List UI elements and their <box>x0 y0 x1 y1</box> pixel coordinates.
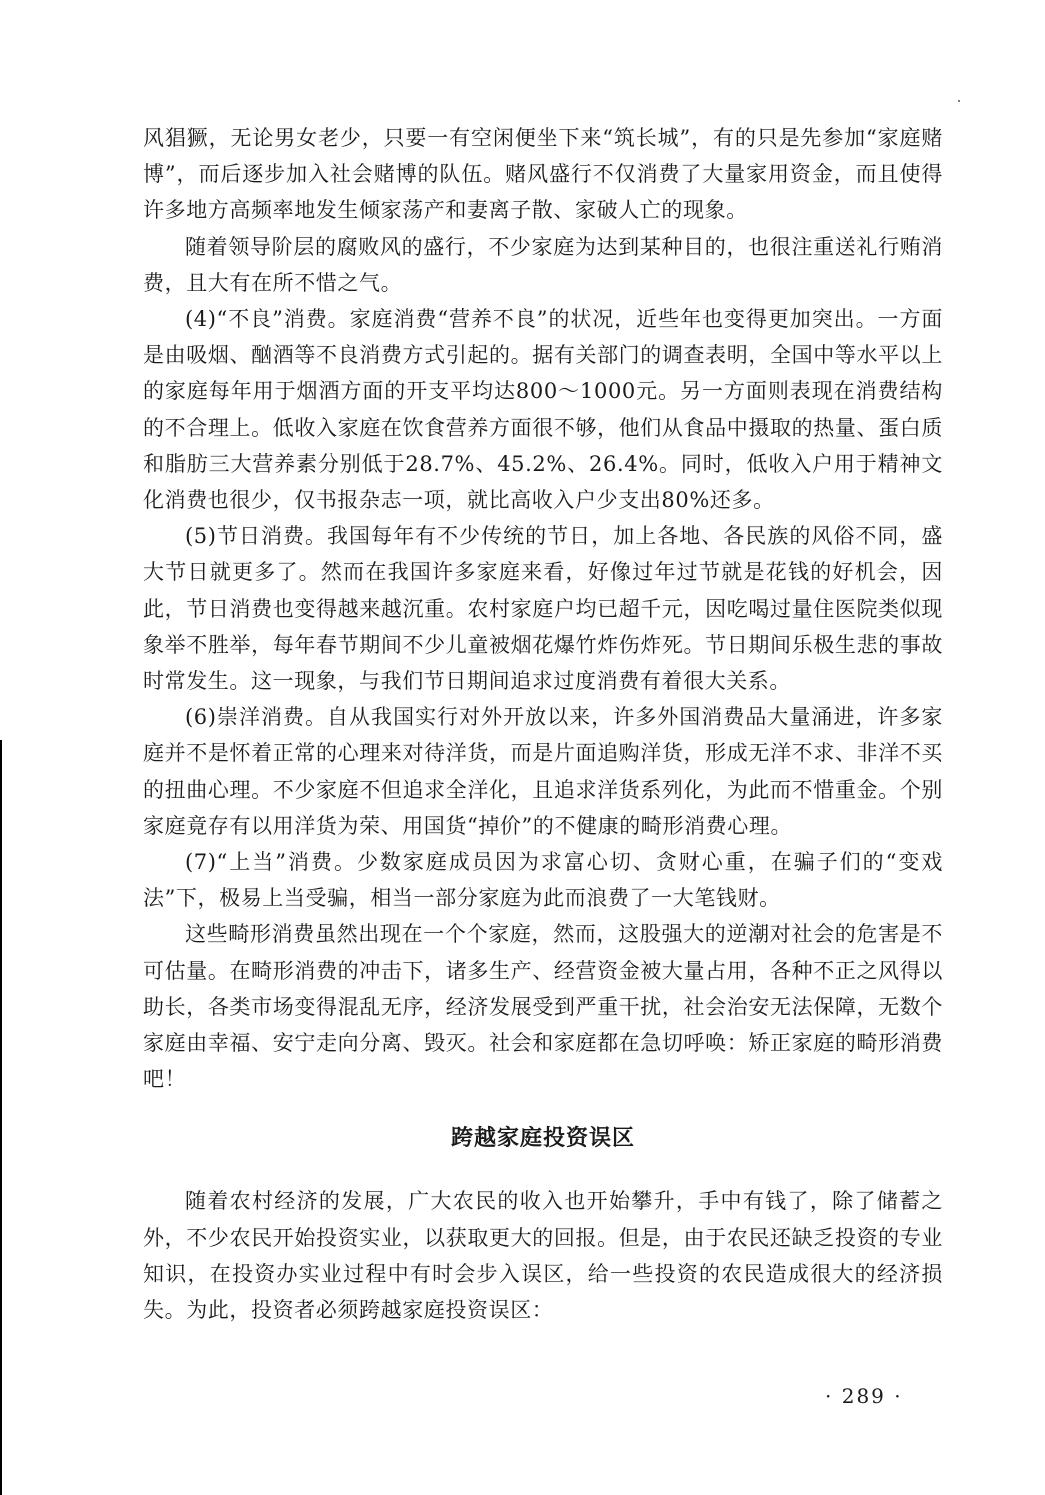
paragraph-investment-intro: 随着农村经济的发展，广大农民的收入也开始攀升，手中有钱了，除了储蓄之外，不少农民开始投资实业，以获取更大的回报。但是，由于农民还缺乏投资的专业知识，在投资办实业过程中有时会步入误区，给一些投资的农民造成很大的经济损失。为此，投资者必须跨越家庭投资误区： <box>143 1189 943 1323</box>
page-body <box>143 120 943 1328</box>
paragraph-item-6-foreign-goods: (6)崇洋消费。自从我国实行对外开放以来，许多外国消费品大量涌进，许多家庭并不是怀着正常的心理来对待洋货，而是片面追购洋货，形成无洋不求、非洋不买的扭曲心理。不少家庭不但追求全洋化，且追求洋货系列化，为此而不惜重金。个别家庭竟存有以用洋货为荣、用国货“掉价”的不健康的畸形消费心理。 <box>143 705 943 838</box>
paragraph-conclusion: 这些畸形消费虽然出现在一个个家庭，然而，这股强大的逆潮对社会的危害是不可估量。在畸形消费的冲击下，诸多生产、经营资金被大量占用，各种不正之风得以助长，各类市场变得混乱无序，经济发展受到严重干扰，社会治安无法保障，无数个家庭由幸福、安宁走向分离、毁灭。社会和家庭都在急切呼唤：矫正家庭的畸形消费吧！ <box>143 922 943 1092</box>
scan-edge-line <box>0 740 2 1495</box>
paragraph-bribery: 随着领导阶层的腐败风的盛行，不少家庭为达到某种目的，也很注重送礼行贿消费，且大有在所不惜之气。 <box>143 234 943 295</box>
page-number: · 289 · <box>825 1384 903 1408</box>
paragraph-item-5-holiday-consumption: (5)节日消费。我国每年有不少传统的节日，加上各地、各民族的风俗不同，盛大节日就更多了。然而在我国许多家庭来看，好像过年过节就是花钱的好机会，因此，节日消费也变得越来越沉重。农村家庭户均已超千元，因吃喝过量住医院类似现象举不胜举，每年春节期间不少儿童被烟花爆竹炸伤炸死。节日期间乐极生悲的事故时常发生。这一现象，与我们节日期间追求过度消费有着很大关系。 <box>143 524 943 694</box>
paragraph-continuation: 风猖獗，无论男女老少，只要一有空闲便坐下来“筑长城”，有的只是先参加“家庭赌博”，而后逐步加入社会赌博的队伍。赌风盛行不仅消费了大量家用资金，而且使得许多地方高频率地发生倾家荡产和妻离子散、家破人亡的现象。 <box>143 126 943 223</box>
paragraph-item-4-bad-consumption: (4)“不良”消费。家庭消费“营养不良”的状况，近些年也变得更加突出。一方面是由吸烟、酗酒等不良消费方式引起的。据有关部门的调查表明，全国中等水平以上的家庭每年用于烟酒方面的开支平均达800～1000元。另一方面则表现在消费结构的不合理上。低收入家庭在饮食营养方面很不够，他们从食品中摄取的热量、蛋白质和脂肪三大营养素分别低于28.7%、45.2%、26.4%。同时，低收入户用于精神文化消费也很少，仅书报杂志一项，就比高收入户少支出80%还多。 <box>143 307 943 513</box>
scan-speck <box>958 100 960 102</box>
paragraph-item-7-scam: (7)“上当”消费。少数家庭成员因为求富心切、贪财心重，在骗子们的“变戏法”下，极易上当受骗，相当一部分家庭为此而浪费了一大笔钱财。 <box>143 850 943 911</box>
section-title: 跨越家庭投资误区 <box>450 1126 635 1152</box>
